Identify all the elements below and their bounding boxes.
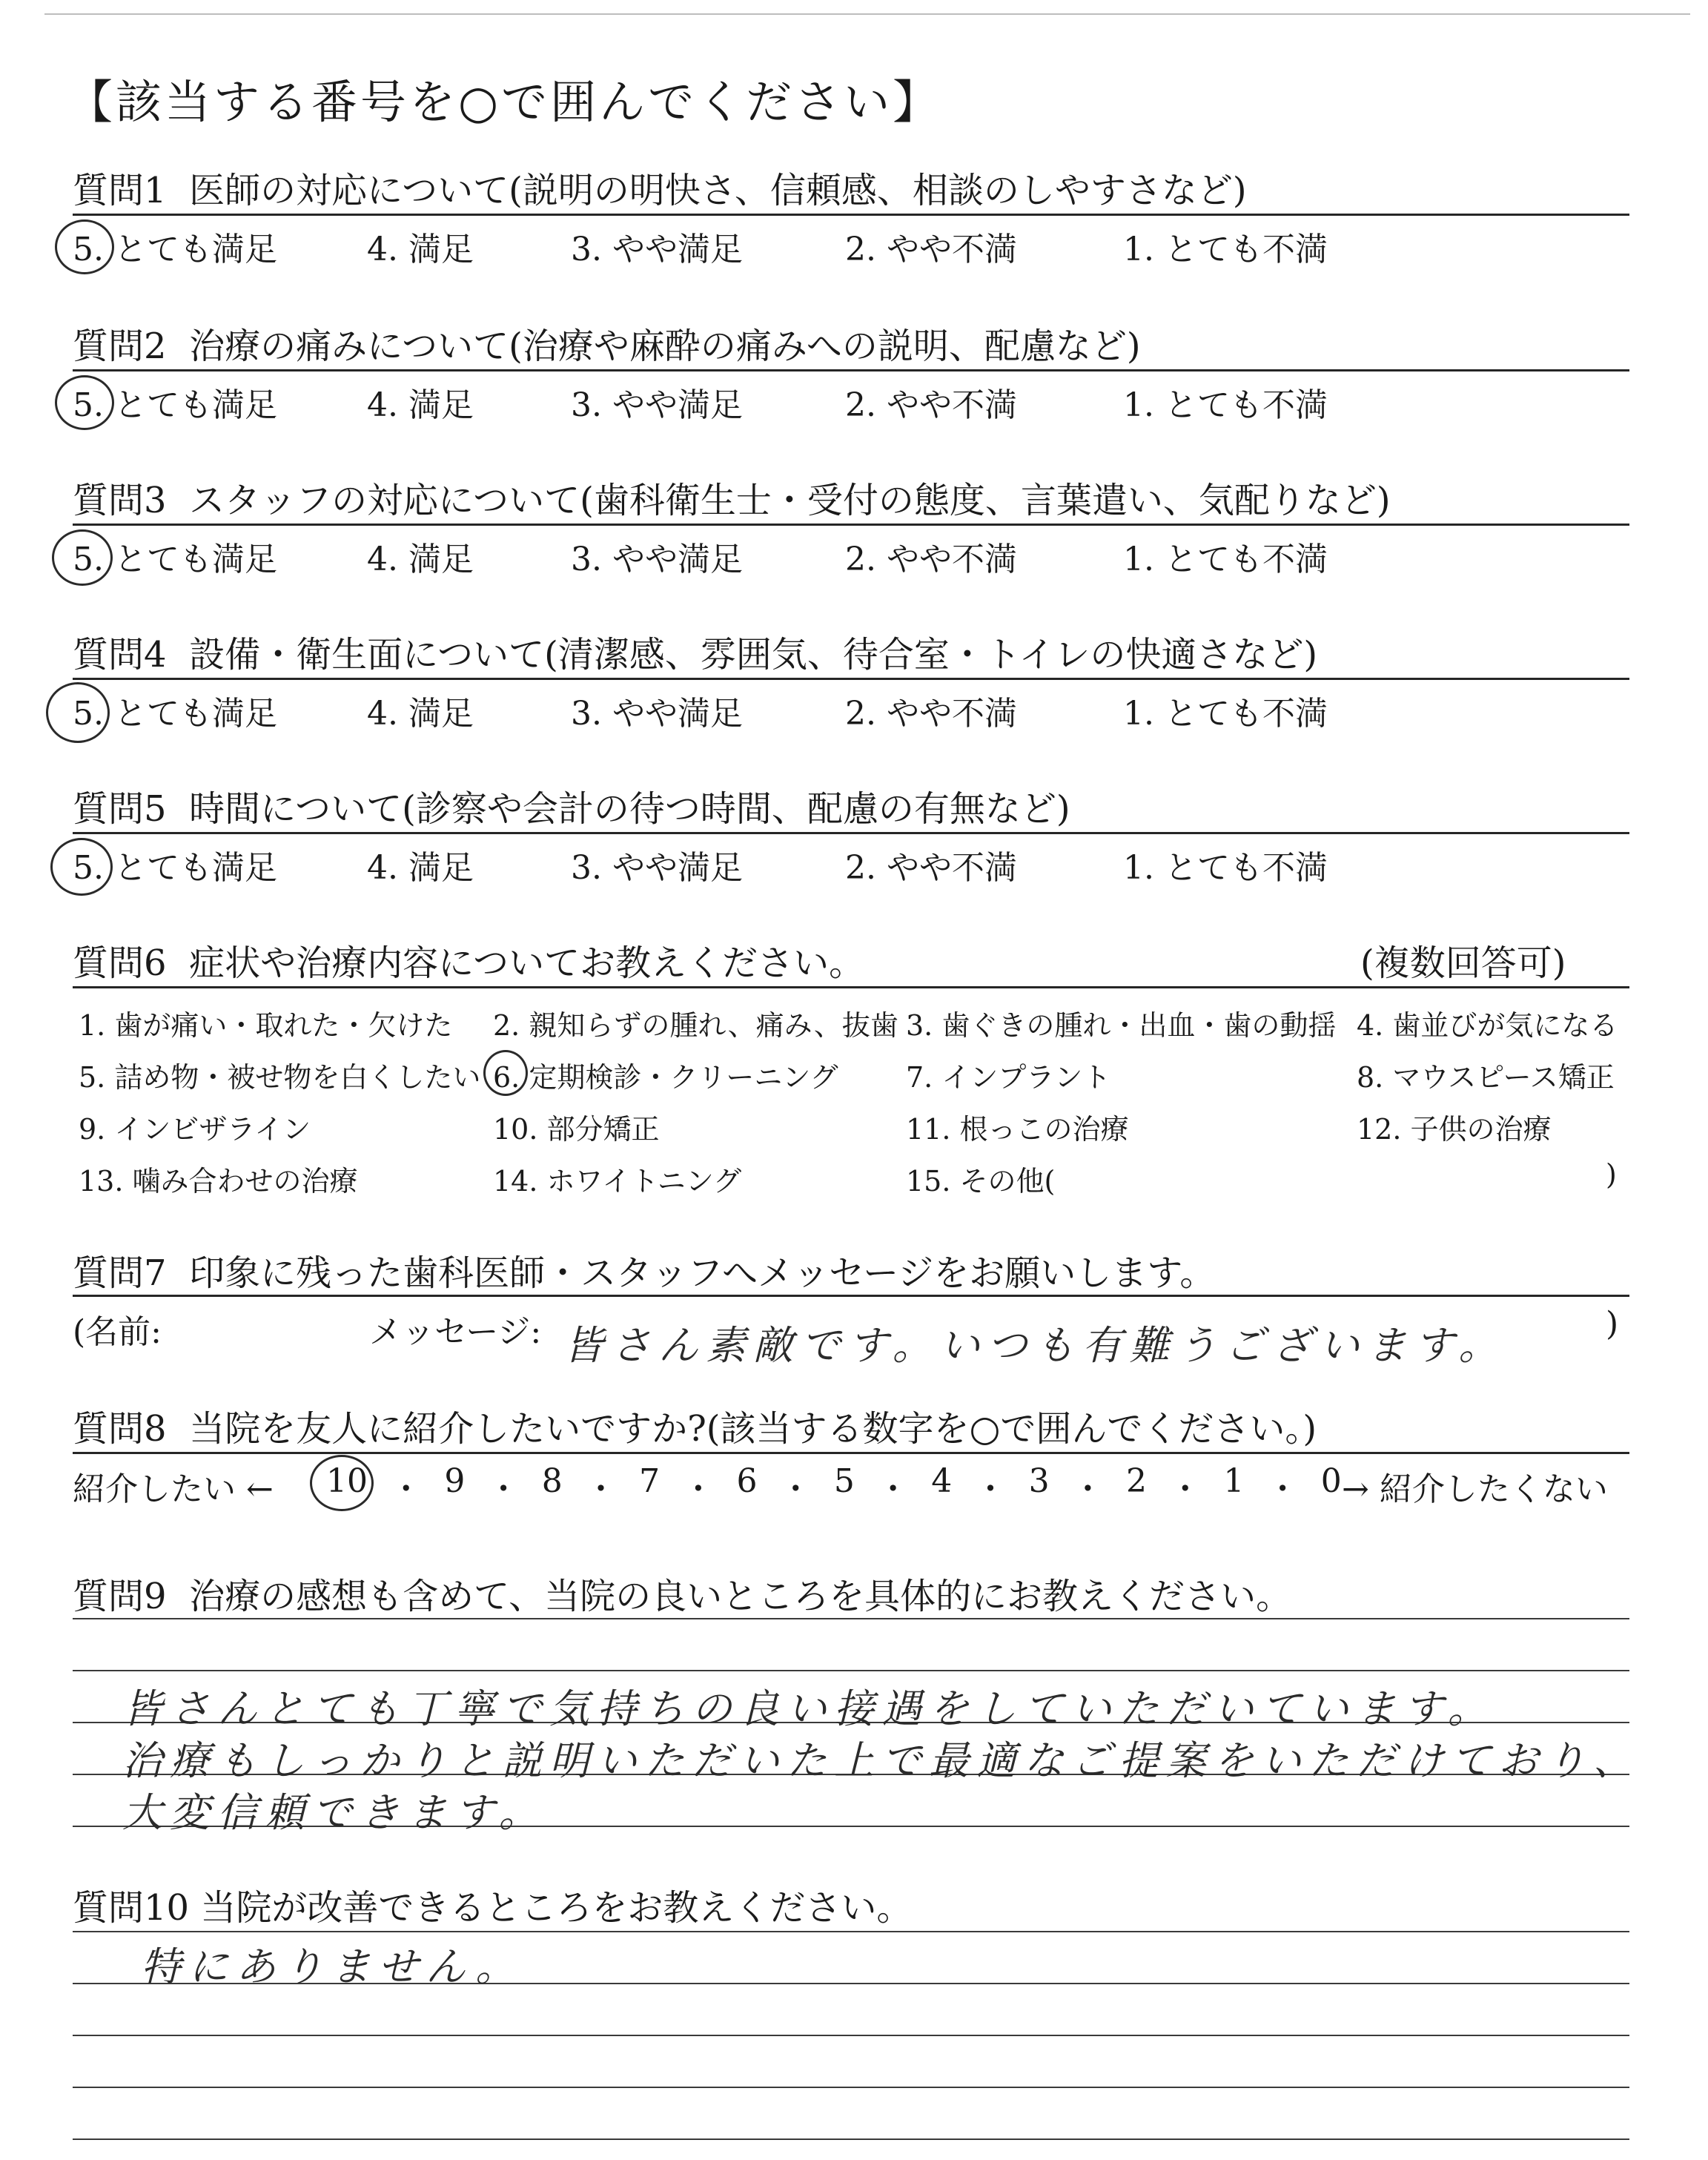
q7-message-label: メッセージ: xyxy=(369,1313,542,1351)
q6-item-7[interactable]: 7. インプラント xyxy=(906,1061,1111,1094)
q8-scale-dot: ・ xyxy=(389,1470,423,1508)
q4-selection-circle xyxy=(46,682,110,743)
q10-rule-1 xyxy=(73,1931,1629,1932)
q2-option-4[interactable]: 4. 満足 xyxy=(367,386,474,424)
q5-heading xyxy=(73,780,1070,831)
q9-answer-line-3: 大変信頼できます。 xyxy=(122,1789,546,1836)
q8-scale xyxy=(326,1462,1342,1510)
q5-option-3[interactable]: 3. やや満足 xyxy=(571,849,743,887)
q5-label: 質問5 xyxy=(73,788,167,830)
q6-item-13[interactable]: 13. 噛み合わせの治療 xyxy=(79,1165,358,1198)
q3-option-1[interactable]: 1. とても不満 xyxy=(1123,541,1328,578)
q4-label: 質問4 xyxy=(73,634,167,676)
q9-answer-line-1: 皆さんとても丁寧で気持ちの良い接遇をしていただいています。 xyxy=(122,1685,1495,1732)
q7-text: 印象に残った歯科医師・スタッフへメッセージをお願いします。 xyxy=(189,1252,1216,1294)
q8-label: 質問8 xyxy=(73,1408,167,1450)
q8-right-label: → 紹介したくない xyxy=(1342,1470,1608,1508)
q5-rule xyxy=(73,832,1629,834)
q8-scale-2[interactable]: 2 xyxy=(1126,1462,1147,1500)
q8-scale-dot: ・ xyxy=(584,1470,618,1508)
q2-label: 質問2 xyxy=(73,326,167,367)
q9-heading xyxy=(73,1568,1291,1619)
q2-option-5[interactable]: 5. とても満足 xyxy=(73,386,277,424)
q10-rule-3 xyxy=(73,2035,1629,2036)
q8-scale-0[interactable]: 0 xyxy=(1320,1462,1342,1500)
q4-option-3[interactable]: 3. やや満足 xyxy=(571,695,743,733)
q4-option-2[interactable]: 2. やや不満 xyxy=(845,695,1017,733)
q8-scale-7[interactable]: 7 xyxy=(639,1462,661,1500)
q1-selection-circle xyxy=(55,219,114,274)
q10-heading xyxy=(73,1879,912,1930)
q7-message-handwriting: 皆さん素敵です。いつも有難うございます。 xyxy=(563,1322,1506,1369)
q2-rule xyxy=(73,369,1629,371)
q1-text: 医師の対応について(説明の明快さ、信頼感、相談のしやすさなど) xyxy=(189,170,1247,211)
q10-answer-line-1: 特にありません。 xyxy=(141,1943,523,1990)
q6-rule xyxy=(73,986,1629,988)
q8-scale-dot: ・ xyxy=(1168,1470,1202,1508)
q10-text: 当院が改善できるところをお教えください。 xyxy=(200,1887,913,1929)
q9-text: 治療の感想も含めて、当院の良いところを具体的にお教えください。 xyxy=(189,1576,1292,1617)
q6-item-15-close: ) xyxy=(1606,1158,1617,1191)
q8-scale-6[interactable]: 6 xyxy=(736,1462,758,1500)
q2-option-2[interactable]: 2. やや不満 xyxy=(845,386,1017,424)
q5-option-2[interactable]: 2. やや不満 xyxy=(845,849,1017,887)
q2-selection-circle xyxy=(55,375,114,430)
q1-option-3[interactable]: 3. やや満足 xyxy=(571,231,743,268)
q6-item-9[interactable]: 9. インビザライン xyxy=(79,1113,311,1146)
q6-note: (複数回答可) xyxy=(1360,942,1566,984)
q6-item-6[interactable]: 6. 定期検診・クリーニング xyxy=(493,1061,838,1094)
q1-heading xyxy=(73,162,1247,213)
q10-rule-5 xyxy=(73,2138,1629,2140)
q8-scale-4[interactable]: 4 xyxy=(931,1462,953,1500)
q3-option-3[interactable]: 3. やや満足 xyxy=(571,541,743,578)
q4-rule xyxy=(73,678,1629,680)
q4-text: 設備・衛生面について(清潔感、雰囲気、待合室・トイレの快適さなど) xyxy=(189,634,1318,676)
q6-item-1[interactable]: 1. 歯が痛い・取れた・欠けた xyxy=(79,1009,453,1042)
q8-scale-dot: ・ xyxy=(1071,1470,1105,1508)
q3-heading xyxy=(73,472,1391,523)
q5-selection-circle xyxy=(50,838,113,896)
q6-item-4[interactable]: 4. 歯並びが気になる xyxy=(1357,1009,1618,1042)
q8-scale-dot: ・ xyxy=(681,1470,715,1508)
q6-item-8[interactable]: 8. マウスピース矯正 xyxy=(1357,1061,1615,1094)
q1-rule xyxy=(73,214,1629,216)
q8-scale-3[interactable]: 3 xyxy=(1028,1462,1050,1500)
q9-label: 質問9 xyxy=(73,1576,167,1617)
q6-heading xyxy=(73,934,864,985)
q5-option-5[interactable]: 5. とても満足 xyxy=(73,849,277,887)
q8-scale-10[interactable]: 10 xyxy=(326,1462,368,1500)
q6-item-3[interactable]: 3. 歯ぐきの腫れ・出血・歯の動揺 xyxy=(906,1009,1337,1042)
q1-label: 質問1 xyxy=(73,170,167,211)
q7-rule xyxy=(73,1295,1629,1297)
q8-selection-circle xyxy=(310,1455,374,1511)
q6-item-15[interactable]: 15. その他( xyxy=(906,1165,1056,1198)
q10-label: 質問10 xyxy=(73,1887,190,1929)
q2-heading xyxy=(73,317,1141,369)
q2-option-1[interactable]: 1. とても不満 xyxy=(1123,386,1328,424)
q4-heading xyxy=(73,626,1317,677)
q6-item-2[interactable]: 2. 親知らずの腫れ、痛み、抜歯 xyxy=(493,1009,898,1042)
q1-option-2[interactable]: 2. やや不満 xyxy=(845,231,1017,268)
q8-scale-dot: ・ xyxy=(876,1470,910,1508)
q8-text: 当院を友人に紹介したいですか?(該当する数字を○で囲んでください。) xyxy=(189,1408,1317,1450)
q6-item-11[interactable]: 11. 根っこの治療 xyxy=(906,1113,1129,1146)
q6-item-10[interactable]: 10. 部分矯正 xyxy=(493,1113,660,1146)
q4-option-4[interactable]: 4. 満足 xyxy=(367,695,474,733)
q6-selection-circle xyxy=(483,1050,528,1096)
q8-scale-5[interactable]: 5 xyxy=(833,1462,855,1500)
q2-text: 治療の痛みについて(治療や麻酔の痛みへの説明、配慮など) xyxy=(189,326,1141,367)
q6-text: 症状や治療内容についてお教えください。 xyxy=(189,942,865,984)
q8-scale-8[interactable]: 8 xyxy=(541,1462,563,1500)
q3-option-2[interactable]: 2. やや不満 xyxy=(845,541,1017,578)
q5-option-1[interactable]: 1. とても不満 xyxy=(1123,849,1328,887)
q4-option-1[interactable]: 1. とても不満 xyxy=(1123,695,1328,733)
q3-rule xyxy=(73,524,1629,526)
q3-option-5[interactable]: 5. とても満足 xyxy=(73,541,277,578)
q8-scale-9[interactable]: 9 xyxy=(444,1462,466,1500)
q9-rule-2 xyxy=(73,1670,1629,1671)
q8-left-label: 紹介したい ← xyxy=(73,1470,274,1508)
q1-option-4[interactable]: 4. 満足 xyxy=(367,231,474,268)
q7-heading xyxy=(73,1244,1215,1295)
q1-option-5[interactable]: 5. とても満足 xyxy=(73,231,277,268)
q6-item-14[interactable]: 14. ホワイトニング xyxy=(493,1165,742,1198)
q8-heading xyxy=(73,1400,1317,1451)
q9-rule-1 xyxy=(73,1618,1629,1619)
page-title: 【該当する番号を○で囲んでください】 xyxy=(67,75,942,129)
q6-item-5[interactable]: 5. 詰め物・被せ物を白くしたい xyxy=(79,1061,481,1094)
q6-label: 質問6 xyxy=(73,942,167,984)
q9-answer-line-2: 治療もしっかりと説明いただいた上で最適なご提案をいただけており、 xyxy=(122,1737,1641,1784)
q10-rule-4 xyxy=(73,2087,1629,2088)
q8-scale-dot: ・ xyxy=(1266,1470,1300,1508)
q3-selection-circle xyxy=(52,529,113,586)
top-border xyxy=(44,13,1690,15)
q3-label: 質問3 xyxy=(73,480,167,521)
q3-text: スタッフの対応について(歯科衛生士・受付の態度、言葉遣い、気配りなど) xyxy=(189,480,1391,521)
q8-scale-dot: ・ xyxy=(973,1470,1007,1508)
q5-text: 時間について(診察や会計の待つ時間、配慮の有無など) xyxy=(189,788,1070,830)
q3-option-4[interactable]: 4. 満足 xyxy=(367,541,474,578)
q8-rule xyxy=(73,1452,1629,1454)
q8-scale-dot: ・ xyxy=(487,1470,520,1508)
q7-name-label: (名前: xyxy=(73,1313,162,1351)
q7-close-paren: ) xyxy=(1606,1305,1619,1343)
q5-option-4[interactable]: 4. 満足 xyxy=(367,849,474,887)
q2-option-3[interactable]: 3. やや満足 xyxy=(571,386,743,424)
q6-item-12[interactable]: 12. 子供の治療 xyxy=(1357,1113,1552,1146)
q4-option-5[interactable]: 5. とても満足 xyxy=(73,695,277,733)
q7-label: 質問7 xyxy=(73,1252,167,1294)
q1-option-1[interactable]: 1. とても不満 xyxy=(1123,231,1328,268)
q8-scale-1[interactable]: 1 xyxy=(1223,1462,1245,1500)
q8-scale-dot: ・ xyxy=(779,1470,812,1508)
